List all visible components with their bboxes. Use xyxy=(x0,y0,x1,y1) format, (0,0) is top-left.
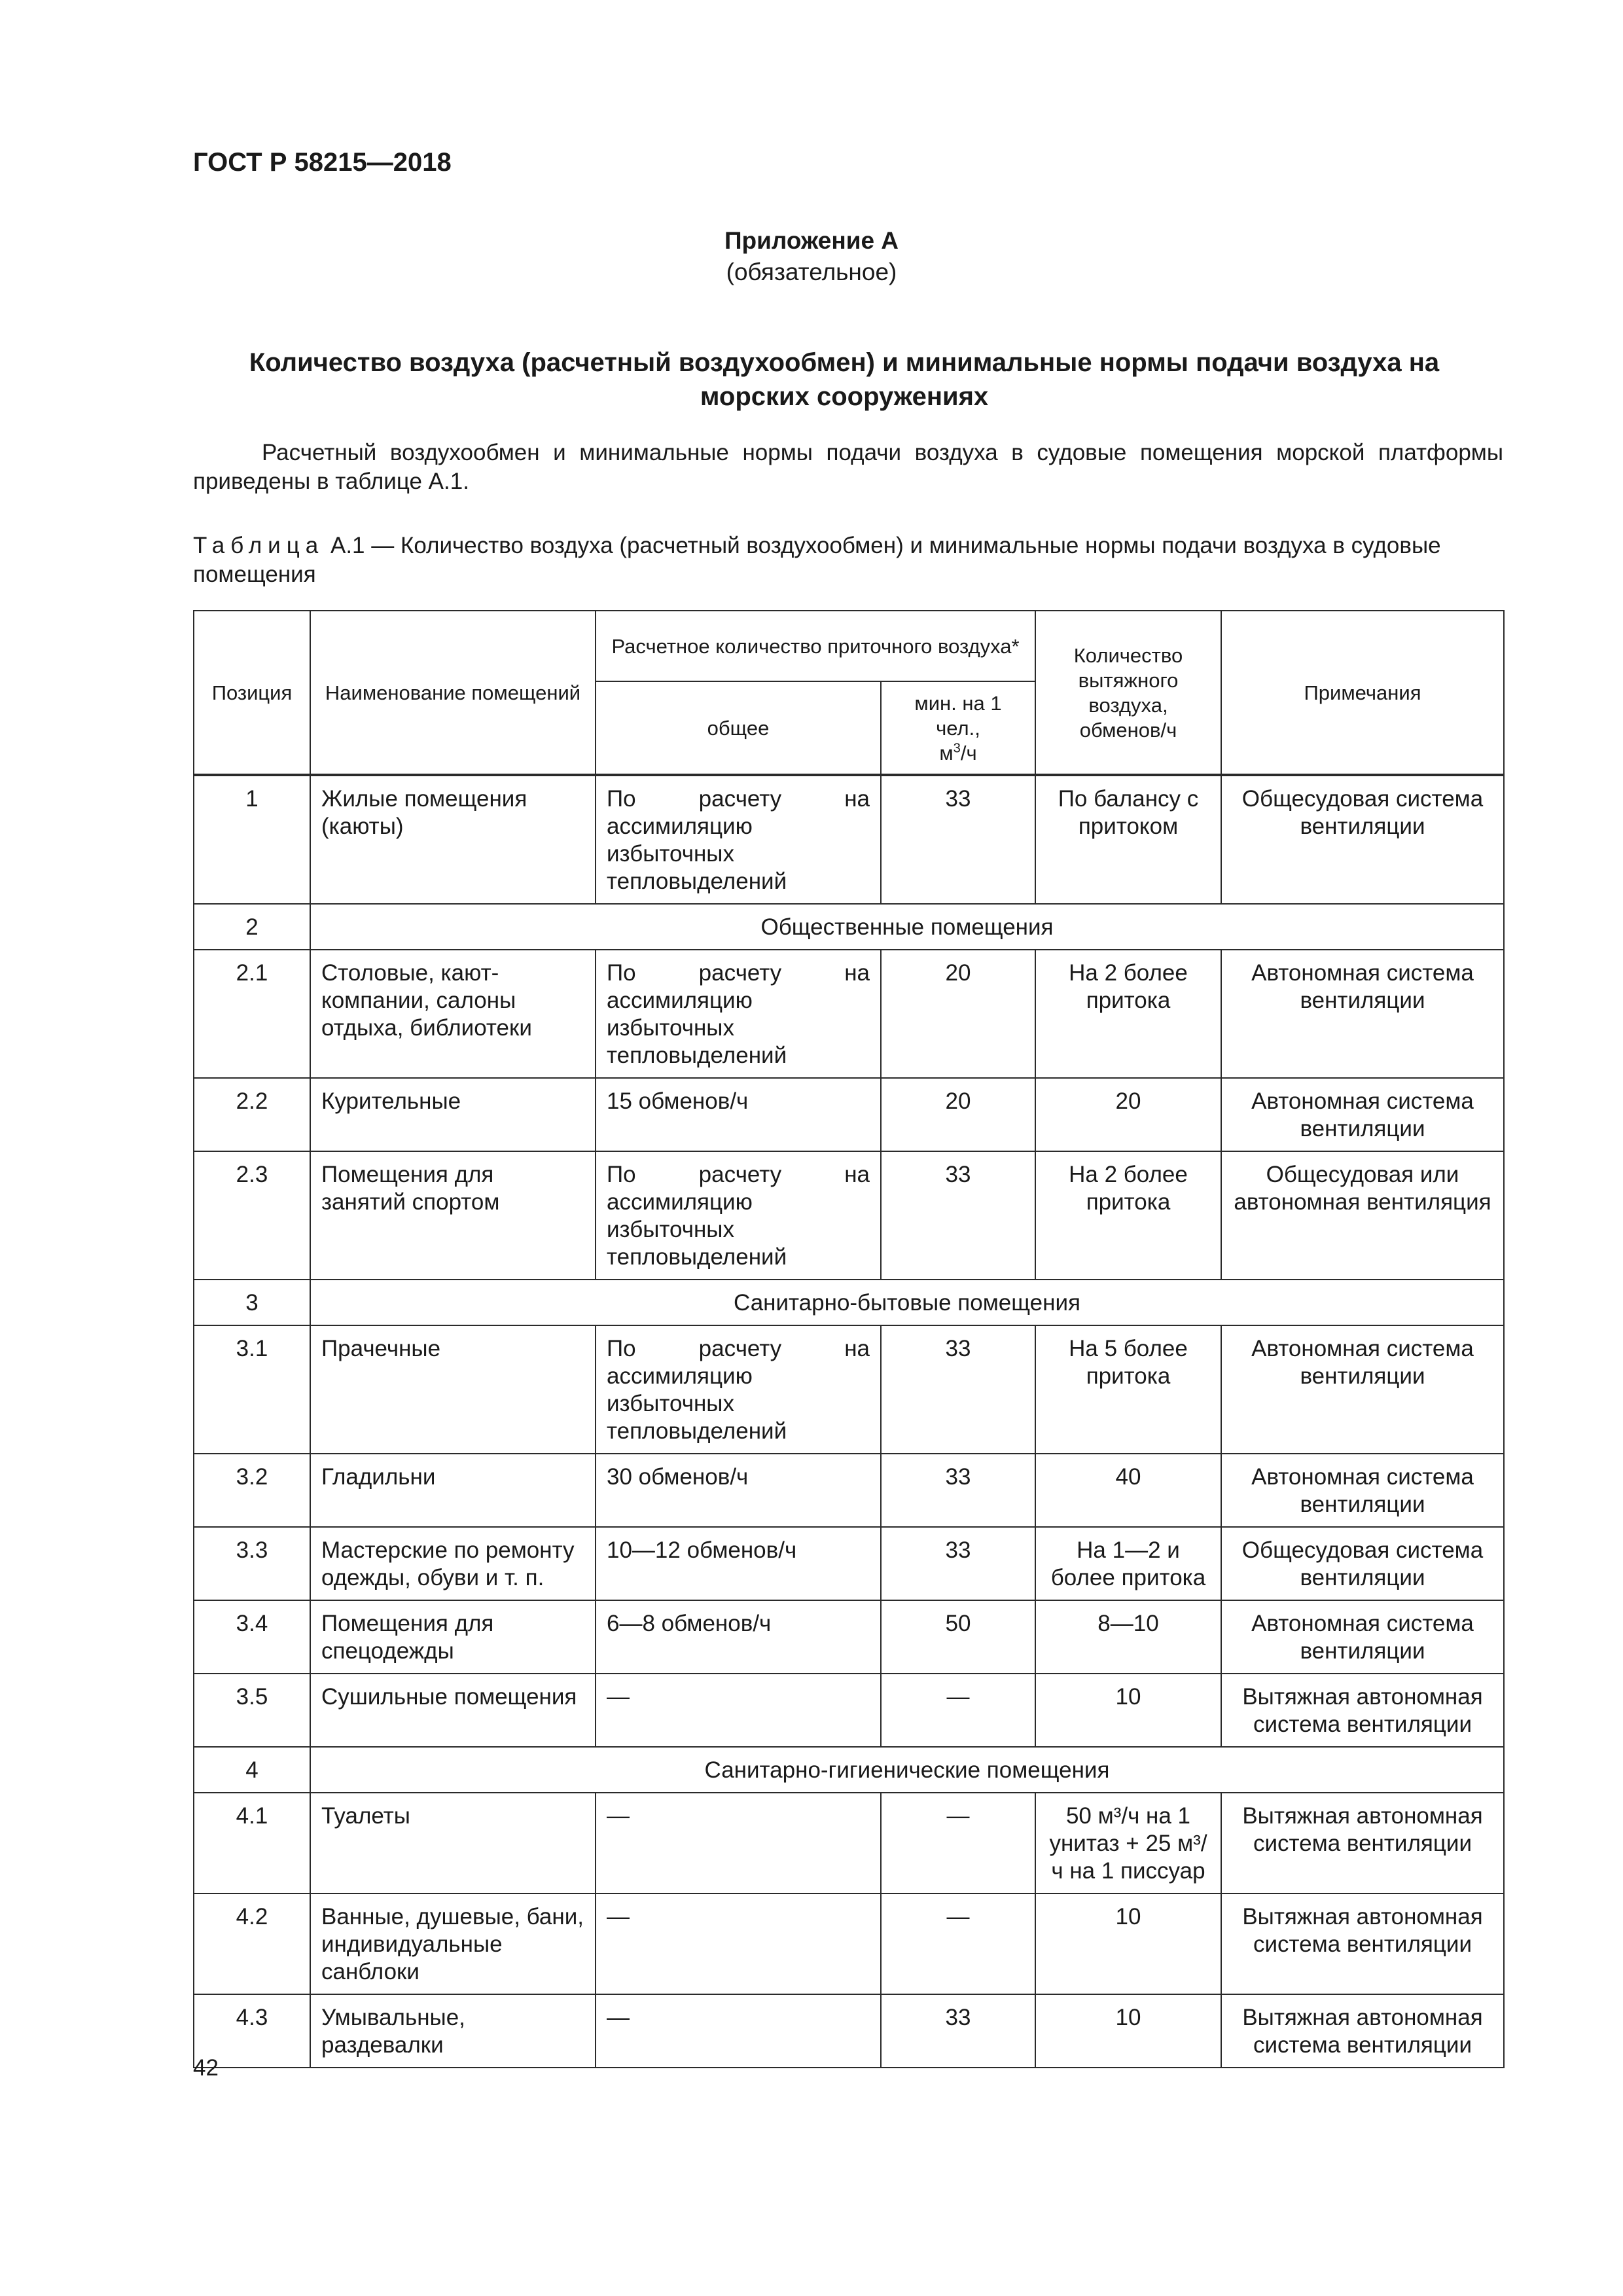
cell-position: 1 xyxy=(194,775,310,904)
header-supply-min-label: мин. на 1 чел., xyxy=(914,692,1002,740)
cell-position: 3.1 xyxy=(194,1325,310,1454)
cell-supply-total: — xyxy=(596,1893,881,1994)
cell-note: Общесудовая или автономная вентиляция xyxy=(1221,1151,1504,1280)
table-row xyxy=(194,950,1504,1078)
table-row xyxy=(194,1325,1504,1454)
cell-exhaust: 50 м³/ч на 1 унитаз + 25 м³/ч на 1 писсуар xyxy=(1035,1793,1221,1893)
table-row xyxy=(194,1600,1504,1674)
cell-position: 2.3 xyxy=(194,1151,310,1280)
cell-position: 3.2 xyxy=(194,1454,310,1527)
cell-exhaust: 8—10 xyxy=(1035,1600,1221,1674)
header-position: Позиция xyxy=(194,611,310,775)
cell-supply-total: 6—8 обменов/ч xyxy=(596,1600,881,1674)
cell-exhaust: 10 xyxy=(1035,1893,1221,1994)
table-caption-text: А.1 — Количество воздуха (расчетный воздухообмен) и минимальные нормы подачи воздуха в судовые помещения xyxy=(193,533,1441,587)
cell-supply-min: 33 xyxy=(881,1994,1035,2068)
table-caption xyxy=(193,531,1503,589)
cell-note: Вытяжная автономная система вентиляции xyxy=(1221,1674,1504,1747)
cell-supply-total: По расчету на ассимиляцию избыточных тепловыделений xyxy=(596,1151,881,1280)
cell-supply-min: 33 xyxy=(881,1151,1035,1280)
cell-position: 4.1 xyxy=(194,1793,310,1893)
header-supply-min xyxy=(881,681,1035,775)
cell-note: Автономная система вентиляции xyxy=(1221,1078,1504,1151)
cell-room-name: Прачечные xyxy=(310,1325,596,1454)
cell-room-name: Столовые, кают-компании, салоны отдыха, библиотеки xyxy=(310,950,596,1078)
cell-supply-min: 50 xyxy=(881,1600,1035,1674)
intro-paragraph: Расчетный воздухообмен и минимальные нормы подачи воздуха в судовые помещения морской платформы приведены в таблице А.1. xyxy=(193,440,1503,494)
cell-room-name: Мастерские по ремонту одежды, обуви и т. п. xyxy=(310,1527,596,1600)
cell-position: 2 xyxy=(194,904,310,950)
table-row xyxy=(194,1078,1504,1151)
appendix-status: (обязательное) xyxy=(726,259,897,285)
cell-position: 3.5 xyxy=(194,1674,310,1747)
cell-exhaust: 20 xyxy=(1035,1078,1221,1151)
ventilation-table xyxy=(193,610,1505,2068)
appendix-title: Приложение А xyxy=(724,227,899,254)
cell-exhaust: 10 xyxy=(1035,1674,1221,1747)
cell-room-name: Помещения для спецодежды xyxy=(310,1600,596,1674)
cell-room-name: Ванные, душевые, бани, индивидуальные санблоки xyxy=(310,1893,596,1994)
cell-supply-min: 33 xyxy=(881,1325,1035,1454)
header-supply-min-unit-sup: 3 xyxy=(953,741,961,756)
header-supply-total: общее xyxy=(596,681,881,775)
cell-note: Вытяжная автономная система вентиляции xyxy=(1221,1994,1504,2068)
cell-position: 2.1 xyxy=(194,950,310,1078)
cell-room-name: Туалеты xyxy=(310,1793,596,1893)
table-row xyxy=(194,1454,1504,1527)
cell-note: Автономная система вентиляции xyxy=(1221,1454,1504,1527)
cell-supply-total: 10—12 обменов/ч xyxy=(596,1527,881,1600)
cell-supply-min: 20 xyxy=(881,1078,1035,1151)
cell-position: 2.2 xyxy=(194,1078,310,1151)
page-number: 42 xyxy=(193,2055,219,2081)
cell-exhaust: На 5 более притока xyxy=(1035,1325,1221,1454)
cell-position: 4.3 xyxy=(194,1994,310,2068)
cell-exhaust: 10 xyxy=(1035,1994,1221,2068)
cell-supply-total: 15 обменов/ч xyxy=(596,1078,881,1151)
table-caption-label: Таблица xyxy=(193,533,325,558)
cell-room-name: Помещения для занятий спортом xyxy=(310,1151,596,1280)
cell-supply-min: — xyxy=(881,1893,1035,1994)
cell-supply-min: — xyxy=(881,1793,1035,1893)
table-row xyxy=(194,1893,1504,1994)
cell-position: 3.4 xyxy=(194,1600,310,1674)
cell-position: 4 xyxy=(194,1747,310,1793)
table-row xyxy=(194,775,1504,904)
cell-exhaust: На 2 более притока xyxy=(1035,1151,1221,1280)
table-row xyxy=(194,1151,1504,1280)
header-supply-min-unit-end: /ч xyxy=(960,742,977,764)
cell-room-name: Курительные xyxy=(310,1078,596,1151)
cell-room-name: Гладильни xyxy=(310,1454,596,1527)
cell-supply-min: — xyxy=(881,1674,1035,1747)
cell-group-title: Общественные помещения xyxy=(310,904,1504,950)
cell-room-name: Сушильные помещения xyxy=(310,1674,596,1747)
header-name: Наименование помещений xyxy=(310,611,596,775)
table-group-row xyxy=(194,904,1504,950)
cell-note: Общесудовая система вентиляции xyxy=(1221,1527,1504,1600)
cell-note: Вытяжная автономная система вентиляции xyxy=(1221,1793,1504,1893)
table-group-row xyxy=(194,1280,1504,1325)
cell-supply-total: По расчету на ассимиляцию избыточных тепловыделений xyxy=(596,950,881,1078)
cell-supply-total: — xyxy=(596,1793,881,1893)
cell-supply-min: 33 xyxy=(881,1454,1035,1527)
cell-exhaust: На 2 более притока xyxy=(1035,950,1221,1078)
cell-note: Автономная система вентиляции xyxy=(1221,1325,1504,1454)
cell-supply-total: По расчету на ассимиляцию избыточных тепловыделений xyxy=(596,775,881,904)
cell-room-name: Умывальные, раздевалки xyxy=(310,1994,596,2068)
cell-note: Вытяжная автономная система вентиляции xyxy=(1221,1893,1504,1994)
cell-supply-total: — xyxy=(596,1674,881,1747)
cell-group-title: Санитарно-бытовые помещения xyxy=(310,1280,1504,1325)
cell-supply-total: По расчету на ассимиляцию избыточных тепловыделений xyxy=(596,1325,881,1454)
table-group-row xyxy=(194,1747,1504,1793)
cell-supply-total: 30 обменов/ч xyxy=(596,1454,881,1527)
cell-note: Автономная система вентиляции xyxy=(1221,950,1504,1078)
table-row xyxy=(194,1994,1504,2068)
header-supply-min-unit: м xyxy=(939,742,954,764)
section-heading: Количество воздуха (расчетный воздухообмен) и минимальные нормы подачи воздуха на морских сооружениях xyxy=(249,348,1440,411)
cell-position: 4.2 xyxy=(194,1893,310,1994)
table-row xyxy=(194,1793,1504,1893)
cell-exhaust: На 1—2 и более притока xyxy=(1035,1527,1221,1600)
cell-note: Общесудовая система вентиляции xyxy=(1221,775,1504,904)
cell-note: Автономная система вентиляции xyxy=(1221,1600,1504,1674)
table-row xyxy=(194,1527,1504,1600)
table-row xyxy=(194,1674,1504,1747)
cell-supply-min: 20 xyxy=(881,950,1035,1078)
header-supply-group: Расчетное количество приточного воздуха* xyxy=(596,611,1035,681)
cell-group-title: Санитарно-гигиенические помещения xyxy=(310,1747,1504,1793)
cell-exhaust: 40 xyxy=(1035,1454,1221,1527)
cell-supply-min: 33 xyxy=(881,775,1035,904)
cell-supply-min: 33 xyxy=(881,1527,1035,1600)
cell-room-name: Жилые помещения (каюты) xyxy=(310,775,596,904)
header-notes: Примечания xyxy=(1221,611,1504,775)
header-exhaust: Количество вытяжного воздуха, обменов/ч xyxy=(1035,611,1221,775)
cell-supply-total: — xyxy=(596,1994,881,2068)
cell-exhaust: По балансу с притоком xyxy=(1035,775,1221,904)
document-id: ГОСТ Р 58215—2018 xyxy=(193,148,452,177)
cell-position: 3.3 xyxy=(194,1527,310,1600)
cell-position: 3 xyxy=(194,1280,310,1325)
